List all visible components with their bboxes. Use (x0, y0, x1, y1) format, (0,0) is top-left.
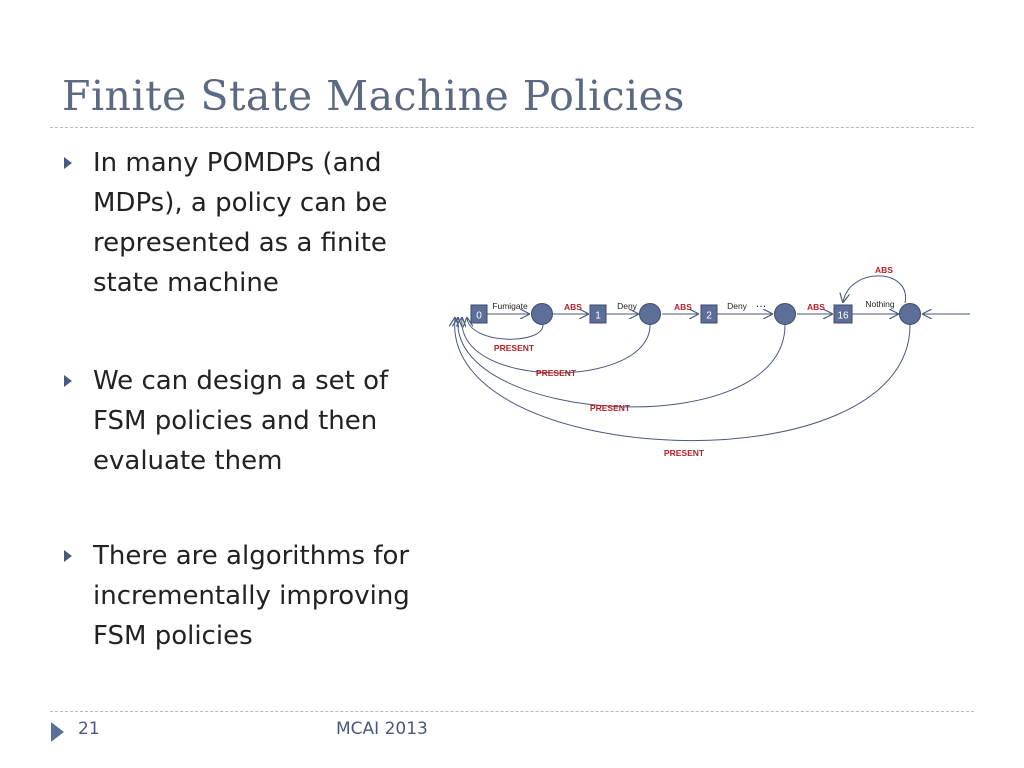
action-label: Fumigate (492, 301, 528, 311)
page-number: 21 (78, 719, 100, 739)
present-label: PRESENT (589, 403, 631, 413)
abs-label: ABS (807, 302, 825, 312)
state-label: 1 (595, 310, 601, 322)
slide-title: Finite State Machine Policies (62, 72, 685, 120)
bullet-line: In many POMDPs (and (93, 148, 382, 178)
bullet-item (62, 361, 388, 481)
bullet-line: evaluate them (93, 446, 283, 476)
abs-label: ABS (564, 302, 582, 312)
state-label: 16 (837, 310, 849, 322)
observation-node (900, 304, 921, 325)
edge-present (458, 318, 785, 407)
present-label: PRESENT (493, 343, 535, 353)
footer-triangle-icon (51, 722, 64, 742)
bullet-line: MDPs), a policy can be (93, 188, 388, 218)
fsm-diagram (440, 255, 980, 470)
bullet-line: We can design a set of (93, 366, 389, 396)
abs-label: ABS (875, 265, 893, 275)
edge-present (455, 318, 910, 441)
action-label: Nothing (865, 299, 895, 309)
bullet-triangle-icon (64, 375, 72, 387)
observation-node (640, 304, 661, 325)
present-label: PRESENT (663, 448, 705, 458)
present-label: PRESENT (535, 368, 577, 378)
abs-label: ABS (674, 302, 692, 312)
bullet-item (62, 536, 410, 656)
bullet-line: FSM policies and then (93, 406, 378, 436)
action-label: Deny (617, 301, 637, 311)
footer-divider (50, 711, 974, 712)
bullet-triangle-icon (64, 550, 72, 562)
bullet-triangle-icon (64, 157, 72, 169)
state-label: 2 (706, 310, 712, 322)
action-label: Deny (727, 301, 747, 311)
bullet-line: incrementally improving (93, 581, 410, 611)
state-label: 0 (476, 310, 482, 322)
footer-conference: MCAI 2013 (336, 719, 428, 739)
observation-node (775, 304, 796, 325)
observation-node (532, 304, 553, 325)
bullet-item (62, 143, 387, 303)
bullet-line: state machine (93, 268, 279, 298)
ellipsis-label: … (755, 298, 767, 310)
edge-present (462, 318, 650, 373)
title-divider (50, 127, 974, 128)
bullet-line: There are algorithms for (93, 541, 410, 571)
bullet-line: FSM policies (93, 621, 253, 651)
bullet-line: represented as a finite (93, 228, 387, 258)
